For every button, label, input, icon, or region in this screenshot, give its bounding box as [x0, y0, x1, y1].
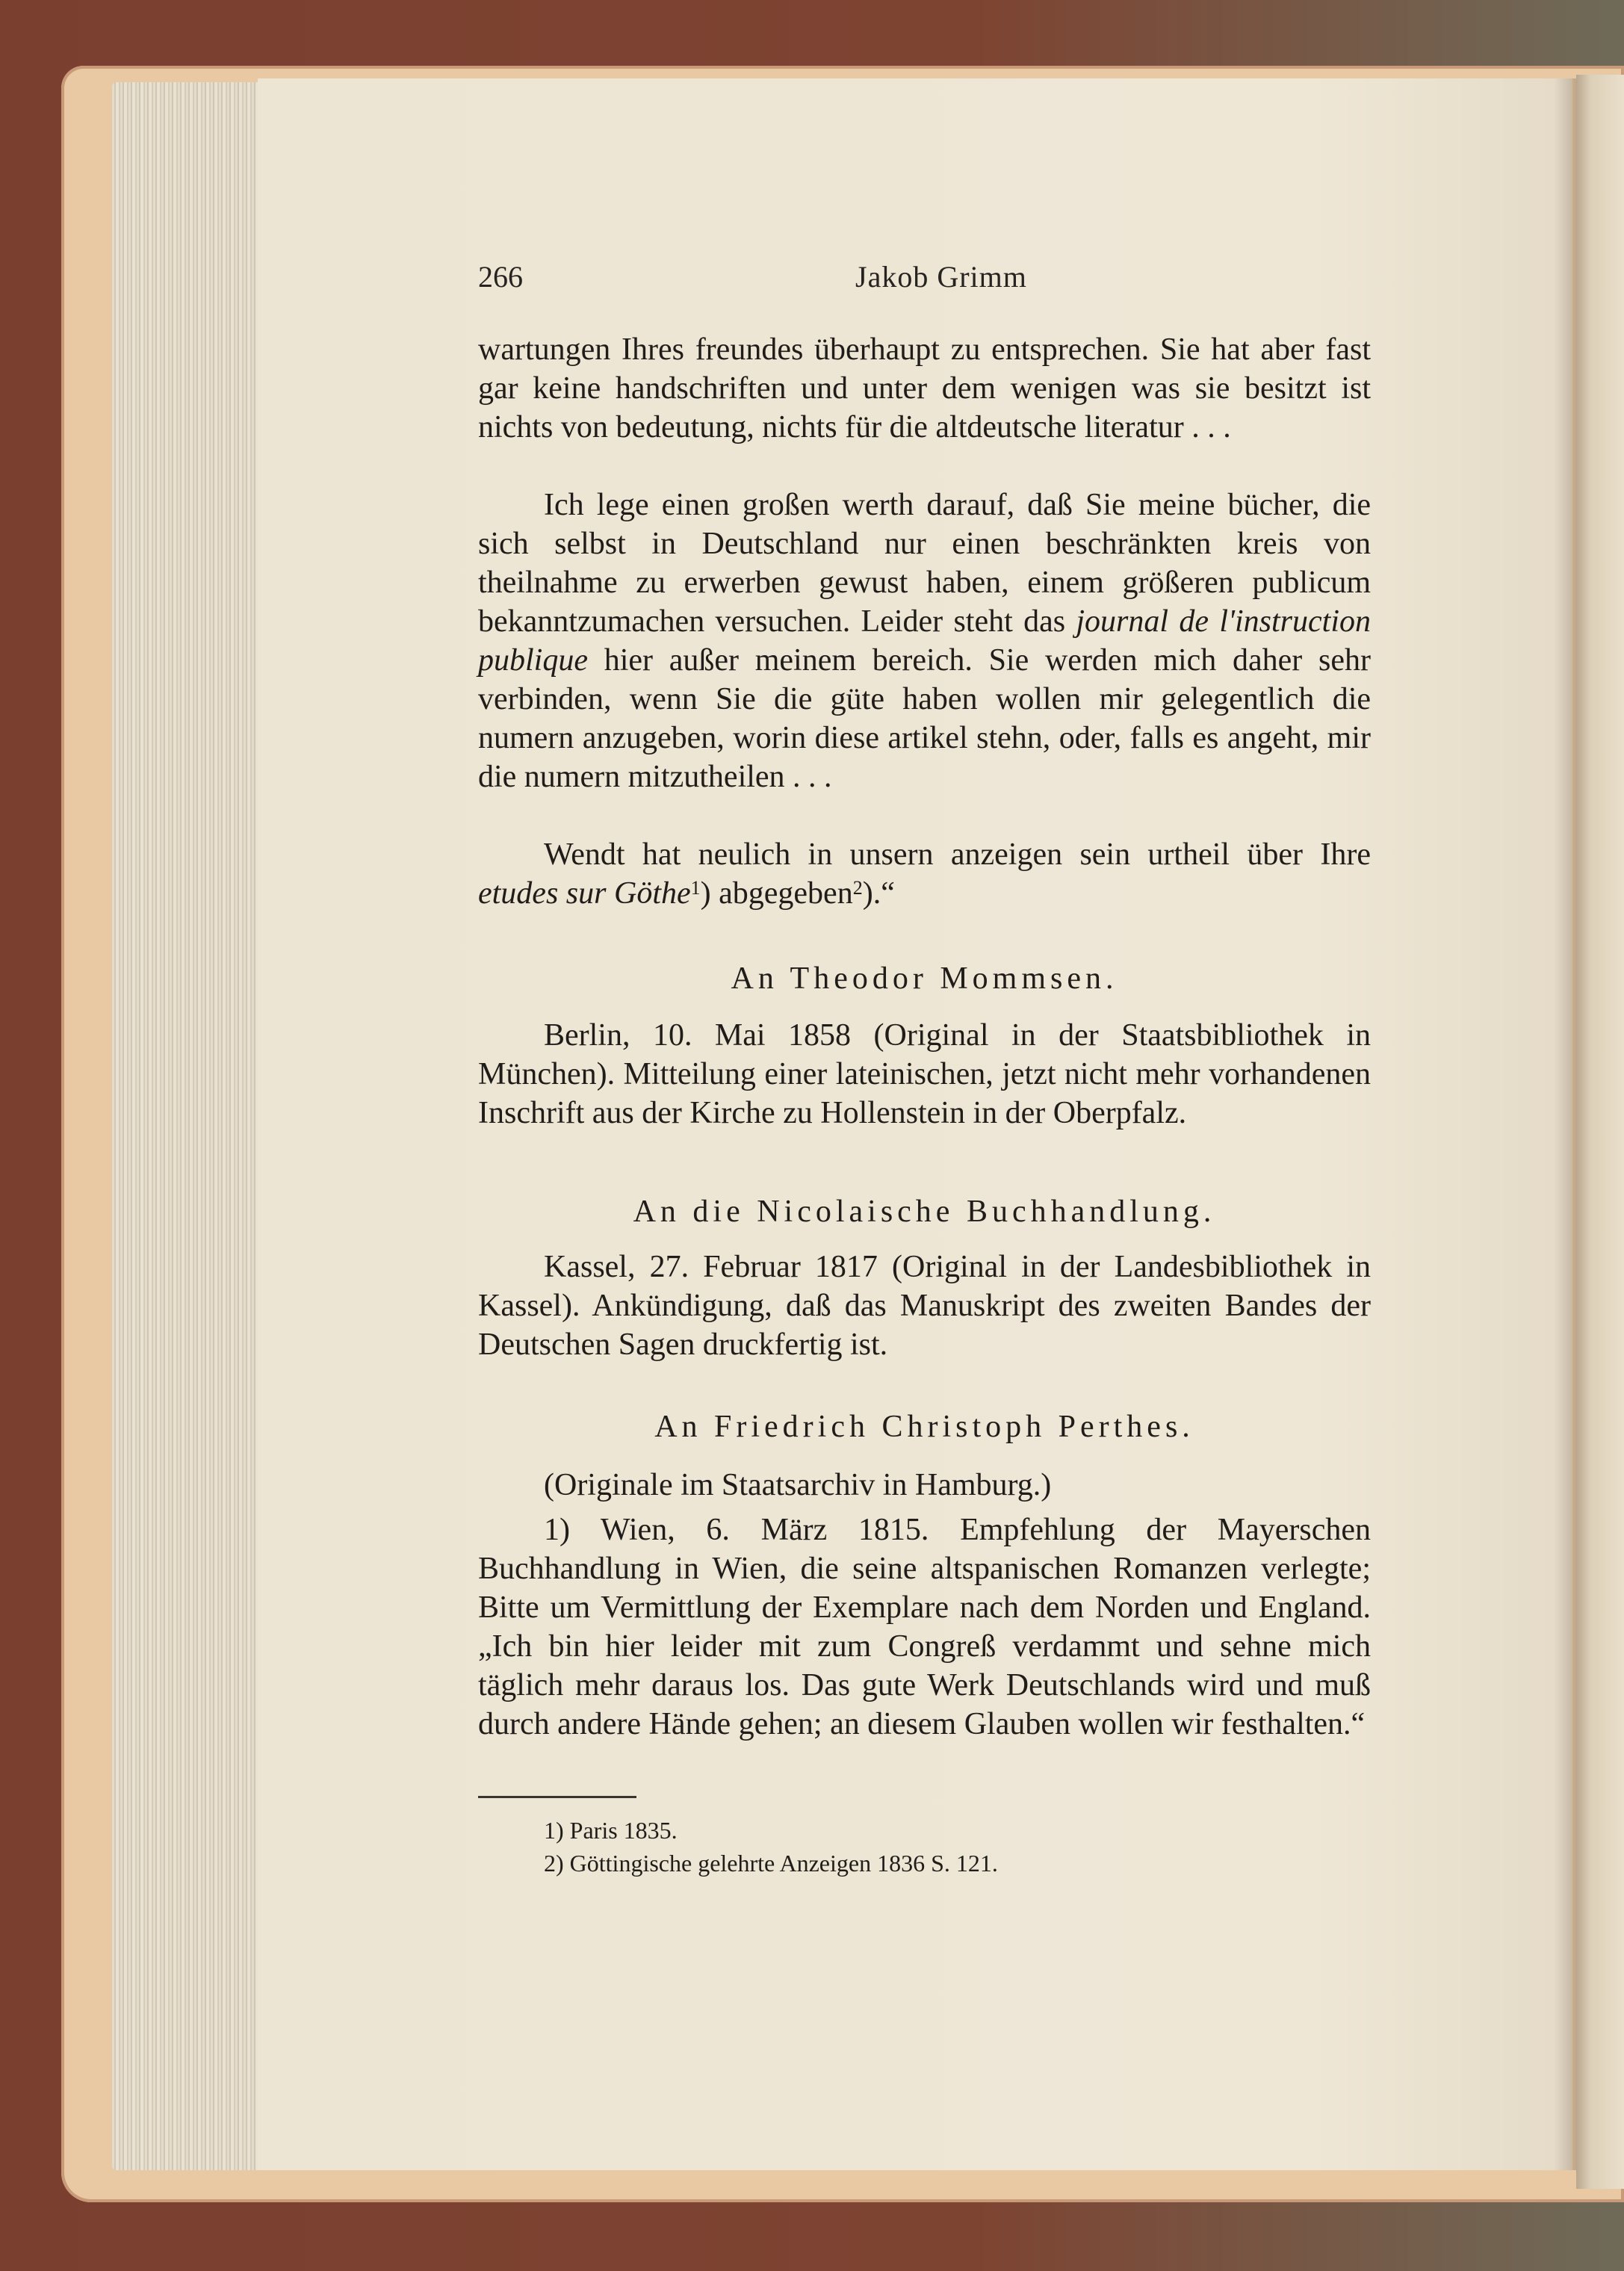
paragraph-3-text-c: ).“: [862, 876, 895, 911]
nicolai-text: Kassel, 27. Februar 1817 (Original in der Landesbibliothek in Kassel). Ankündigung, daß das Manuskript des zweiten Bandes der Deutschen Sagen druckfertig ist.: [478, 1250, 1371, 1362]
facing-page-edge: [1576, 75, 1624, 2189]
paragraph-3-text-b: ) abgegeben: [700, 876, 853, 911]
page-number: 266: [478, 260, 523, 294]
running-head-author: Jakob Grimm: [855, 260, 1027, 294]
journal-title: journal de l'instruction publique: [478, 604, 1371, 678]
paragraph-2-text-a: Ich lege einen großen werth darauf, daß Sie meine bücher, die sich selbst in Deutschland nur einen beschränkten kreis von theilnahme zu erwerben gewust haben, einem größeren publicum bekanntzumachen versuchen. Leider steht das: [478, 488, 1371, 639]
page-edges: [112, 82, 261, 2170]
footnote-ref-1: 1: [690, 877, 701, 899]
mommsen-text: Berlin, 10. Mai 1858 (Original in der Staatsbibliothek in München). Mitteilung einer lateinischen, jetzt nicht mehr vorhandenen Inschrift aus der Kirche zu Hollenstein in der Oberpfalz.: [478, 1018, 1371, 1130]
perthes-text: 1) Wien, 6. März 1815. Empfehlung der Mayerschen Buchhandlung in Wien, die seine altspanischen Romanzen verlegte; Bitte um Vermittlung der Exemplare nach dem Norden und England. „Ich bin hier leider mit zum Congreß verdammt und sehne mich täglich mehr daraus los. Das gute Werk Deutschlands wird und muß durch andere Hände gehen; an diesem Glauben wollen wir festhalten.“: [478, 1513, 1371, 1741]
heading-perthes: An Friedrich Christoph Perthes.: [654, 1410, 1194, 1444]
heading-mommsen: An Theodor Mommsen.: [731, 961, 1118, 996]
heading-nicolai: An die Nicolaische Buchhandlung.: [633, 1195, 1216, 1229]
footnote-ref-2: 2: [852, 877, 863, 899]
paragraph-2-text-b: hier außer meinem bereich. Sie werden mich daher sehr verbinden, wenn Sie die güte haben wollen mir gelegentlich die numern anzugeben, worin diese artikel stehn, oder, falls es angeht, mir die numern mitzutheilen . . .: [478, 643, 1371, 794]
section-perthes: [478, 1511, 1371, 1744]
paragraph-continuation: [478, 330, 1371, 447]
book-title: etudes sur Göthe: [478, 876, 691, 911]
section-nicolai: [478, 1248, 1371, 1364]
paragraph-1: wartungen Ihres freundes überhaupt zu entsprechen. Sie hat aber fast gar keine handschriften und unter dem wenigen was sie besitzt ist nichts von bedeutung, nichts für die altdeutsche literatur . . .: [478, 332, 1371, 444]
footnotes: [544, 1814, 998, 1880]
paragraph-3: [478, 835, 1371, 913]
section-mommsen: [478, 1016, 1371, 1133]
paragraph-2: [478, 486, 1371, 796]
footnote-1: 1) Paris 1835.: [544, 1817, 678, 1844]
paragraph-3-text-a: Wendt hat neulich in unsern anzeigen sein urtheil über Ihre: [544, 837, 1371, 872]
section-perthes-intro: [478, 1466, 1371, 1505]
footnote-2: 2) Göttingische gelehrte Anzeigen 1836 S. 121.: [544, 1850, 998, 1877]
footnote-rule: [478, 1796, 636, 1798]
perthes-intro: (Originale im Staatsarchiv in Hamburg.): [544, 1468, 1052, 1502]
